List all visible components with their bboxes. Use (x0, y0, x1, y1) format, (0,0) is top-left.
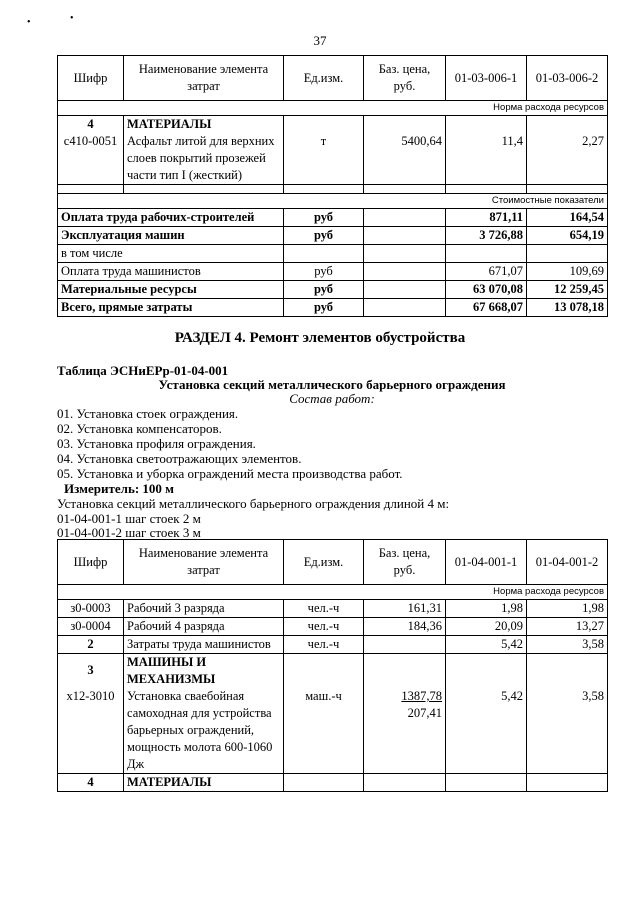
table-label: Таблица ЭСНиЕРр-01-04-001 (57, 363, 229, 378)
cost-unit: руб (284, 209, 364, 227)
machine-code: х12-3010 (66, 689, 115, 703)
item-name-line: части тип I (жесткий) (127, 168, 243, 182)
norm-label: Норма расхода ресурсов (58, 585, 608, 600)
cost-unit: руб (284, 299, 364, 317)
row-value-a: 5,42 (446, 636, 527, 654)
header-name: Наименование элемента затрат (124, 56, 284, 101)
page-number: 37 (313, 33, 327, 48)
row-value-a: 20,09 (446, 618, 527, 636)
machine-name-line: Дж (127, 757, 145, 771)
cost-name: Материальные ресурсы (58, 281, 284, 299)
cost-value-a: 67 668,07 (446, 299, 527, 317)
item-name-line: Асфальт литой для верхних (127, 134, 275, 148)
resource-table-2 (57, 539, 608, 792)
machine-price-wages: 207,41 (407, 706, 442, 720)
table-row (58, 636, 608, 654)
group-number: 4 (58, 774, 124, 792)
table-row (58, 600, 608, 618)
work-item: 01. Установка стоек ограждения. (57, 406, 239, 421)
cost-row (58, 209, 608, 227)
table-row (58, 618, 608, 636)
scan-mark: • (70, 13, 74, 24)
row-value-b: 3,58 (527, 636, 608, 654)
group-title: МАТЕРИАЛЫ (124, 774, 284, 792)
variant: 01-04-001-1 шаг стоек 2 м (57, 511, 201, 526)
header-col-a: 01-04-001-1 (446, 540, 527, 585)
row-code: з0-0003 (58, 600, 124, 618)
header-unit: Ед.изм. (284, 56, 364, 101)
work-item: 03. Установка профиля ограждения. (57, 436, 256, 451)
machine-unit: маш.-ч (305, 689, 342, 703)
section-title: РАЗДЕЛ 4. Ремонт элементов обустройства (174, 330, 466, 346)
norm-row (58, 101, 608, 116)
row-code: 2 (58, 636, 124, 654)
row-value-b: 1,98 (527, 600, 608, 618)
table-row (58, 774, 608, 792)
item-name-line: слоев покрытий прозежей (127, 151, 266, 165)
row-name: Рабочий 4 разряда (124, 618, 284, 636)
item-code: с410-0051 (63, 134, 118, 148)
cost-name: Всего, прямые затраты (58, 299, 284, 317)
machine-name-line: барьерных ограждений, (127, 723, 255, 737)
cost-value-a: 871,11 (446, 209, 527, 227)
cost-row (58, 299, 608, 317)
group-title-line: МАШИНЫ И (127, 655, 207, 669)
cost-name: Эксплуатация машин (58, 227, 284, 245)
group-number: 4 (87, 117, 94, 131)
header-unit: Ед.изм. (284, 540, 364, 585)
group-title-line: МЕХАНИЗМЫ (127, 672, 216, 686)
cost-value-a: 671,07 (446, 263, 527, 281)
work-item: 05. Установка и уборка ограждений места производства работ. (57, 466, 403, 481)
cost-name: в том числе (58, 245, 284, 263)
machine-name-line: мощность молота 600-1060 (127, 740, 273, 754)
cost-value-a: 3 726,88 (446, 227, 527, 245)
row-name: Затраты труда машинистов (124, 636, 284, 654)
group-number: 3 (87, 663, 94, 677)
cost-name: Оплата труда рабочих-строителей (58, 209, 284, 227)
work-item: 02. Установка компенсаторов. (57, 421, 222, 436)
table-header-row (58, 56, 608, 101)
header-price: Баз. цена, руб. (364, 56, 446, 101)
machine-value-a: 5,42 (501, 689, 523, 703)
header-col-b: 01-04-001-2 (527, 540, 608, 585)
cost-value-b: 109,69 (527, 263, 608, 281)
cost-value-b: 654,19 (527, 227, 608, 245)
cost-row (58, 245, 608, 263)
header-col-a: 01-03-006-1 (446, 56, 527, 101)
item-value-a: 11,4 (501, 134, 523, 148)
row-value-a: 1,98 (446, 600, 527, 618)
work-label: Состав работ: (289, 391, 375, 406)
cost-row (58, 227, 608, 245)
cost-name: Оплата труда машинистов (58, 263, 284, 281)
machine-name-line: самоходная для устройства (127, 706, 272, 720)
header-col-b: 01-03-006-2 (527, 56, 608, 101)
header-price: Баз. цена, руб. (364, 540, 446, 585)
cost-row (58, 281, 608, 299)
cost-unit: руб (284, 227, 364, 245)
scan-mark: • (27, 17, 31, 28)
table-row (58, 654, 608, 774)
machine-price: 1387,78 (401, 689, 442, 703)
header-code: Шифр (58, 56, 124, 101)
variant: 01-04-001-2 шаг стоек 3 м (57, 525, 201, 540)
table-title: Установка секций металлического барьерного ограждения (158, 377, 506, 392)
machine-name-line: Установка сваебойная (127, 689, 245, 703)
row-unit: чел.-ч (284, 618, 364, 636)
item-price: 5400,64 (401, 134, 442, 148)
work-item: 04. Установка светоотражающих элементов. (57, 451, 302, 466)
cost-value-b: 12 259,45 (527, 281, 608, 299)
cost-unit: руб (284, 281, 364, 299)
cost-label: Стоимостные показатели (58, 194, 608, 209)
description: Установка секций металлического барьерного ограждения длиной 4 м: (57, 496, 450, 511)
cost-label-row (58, 194, 608, 209)
norm-label: Норма расхода ресурсов (58, 101, 608, 116)
cost-value-a: 63 070,08 (446, 281, 527, 299)
row-unit: чел.-ч (284, 600, 364, 618)
item-value-b: 2,27 (582, 134, 604, 148)
norm-row (58, 585, 608, 600)
row-value-b: 13,27 (527, 618, 608, 636)
row-price: 184,36 (364, 618, 446, 636)
cost-value-b: 13 078,18 (527, 299, 608, 317)
cost-row (58, 263, 608, 281)
table-row (58, 116, 608, 185)
group-title: МАТЕРИАЛЫ (127, 117, 212, 131)
measure-unit: Измеритель: 100 м (64, 481, 175, 496)
header-name: Наименование элемента затрат (124, 540, 284, 585)
row-price: 161,31 (364, 600, 446, 618)
row-unit: чел.-ч (284, 636, 364, 654)
cost-value-b: 164,54 (527, 209, 608, 227)
item-unit: т (320, 134, 327, 148)
machine-value-b: 3,58 (582, 689, 604, 703)
row-code: з0-0004 (58, 618, 124, 636)
cost-unit: руб (284, 263, 364, 281)
table-header-row (58, 540, 608, 585)
resource-table-1 (57, 55, 608, 317)
row-name: Рабочий 3 разряда (124, 600, 284, 618)
header-code: Шифр (58, 540, 124, 585)
